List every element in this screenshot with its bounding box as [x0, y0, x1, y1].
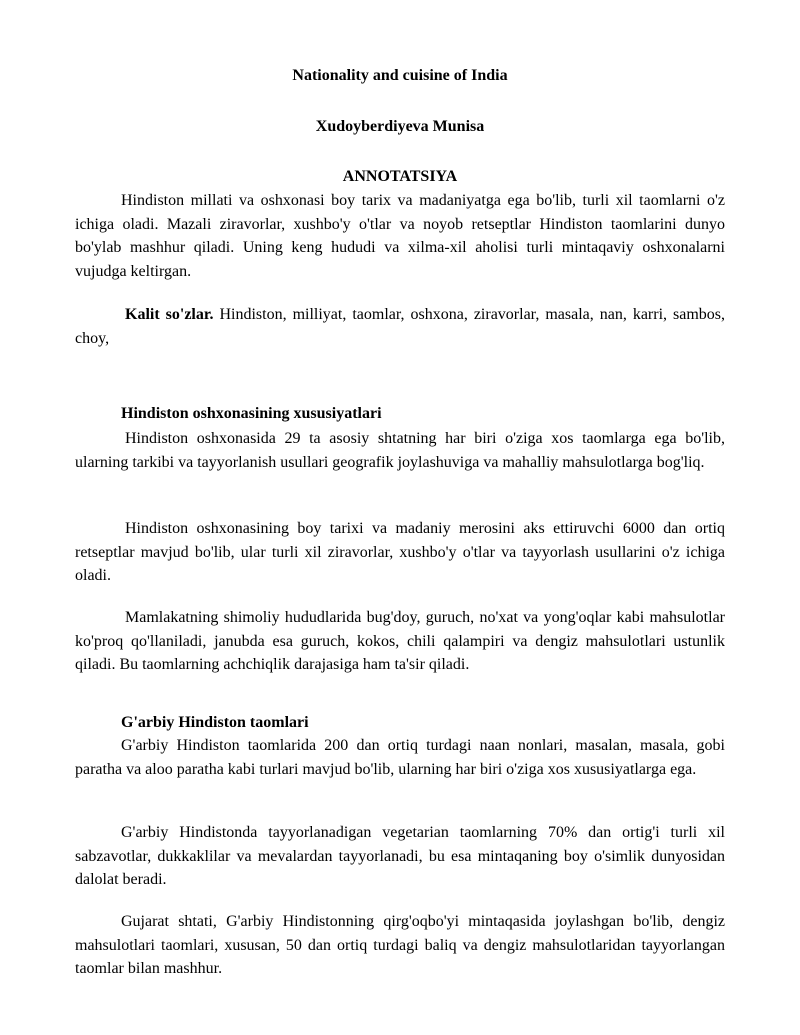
- section-paragraph: Hindiston oshxonasining boy tarixi va madaniy merosini aks ettiruvchi 6000 dan ortiq retseptlar mavjud bo'lib, ular turli xil ziravorlar, xushbo'y o'tlar va tayyorlash usullarini o'z ichiga oladi.: [75, 520, 725, 584]
- keywords-label: Kalit so'zlar.: [125, 306, 214, 323]
- section-paragraph: G'arbiy Hindistonda tayyorlanadigan vegetarian taomlarning 70% dan ortig'i turli xil sabzavotlar, dukkaklilar va mevalardan tayyorlanadi, bu esa mintaqaning boy o'simlik dunyosidan dalolat beradi.: [75, 824, 725, 888]
- section-heading: Hindiston oshxonasining xususiyatlari: [121, 405, 382, 422]
- keywords-text: Hindiston, milliyat, taomlar, oshxona, ziravorlar, masala, nan, karri, sambos, choy,: [75, 306, 725, 347]
- section-heading: G'arbiy Hindiston taomlari: [121, 714, 309, 731]
- section-paragraph: G'arbiy Hindiston taomlarida 200 dan ortiq turdagi naan nonlari, masalan, masala, gobi paratha va aloo paratha kabi turlari mavjud bo'lib, ularning har biri o'ziga xos xususiyatlarga ega.: [75, 737, 725, 778]
- author-name: Xudoyberdiyeva Munisa: [315, 118, 485, 135]
- document-title: Nationality and cuisine of India: [292, 67, 508, 84]
- keywords-paragraph: [75, 303, 725, 350]
- section-paragraph: Hindiston oshxonasida 29 ta asosiy shtatning har biri o'ziga xos taomlarga ega bo'lib, ularning tarkibi va tayyorlanish usullari geografik joylashuviga va mahalliy mahsulotlarga bog'liq.: [75, 430, 725, 471]
- section-paragraph: Mamlakatning shimoliy hududlarida bug'doy, guruch, no'xat va yong'oqlar kabi mahsulotlar ko'proq qo'llaniladi, janubda esa guruch, kokos, chili qalampiri va dengiz mahsulotlari ustunlik qiladi. Bu taomlarning achchiqlik darajasiga ham ta'sir qiladi.: [75, 609, 725, 673]
- annotation-text: Hindiston millati va oshxonasi boy tarix va madaniyatga ega bo'lib, turli xil taomlarni o'z ichiga oladi. Mazali ziravorlar, xushbo'y o'tlar va noyob retseptlar Hindiston taomlarini dunyo bo'ylab mashhur qiladi. Uning keng hududi va xilma-xil aholisi turli mintaqaviy oshxonalarni vujudga keltirgan.: [75, 192, 725, 280]
- section-paragraph: Gujarat shtati, G'arbiy Hindistonning qirg'oqbo'yi mintaqasida joylashgan bo'lib, dengiz mahsulotlari taomlari, xususan, 50 dan ortiq turdagi baliq va dengiz mahsulotlaridan tayyorlangan taomlar bilan mashhur.: [75, 913, 725, 977]
- annotation-heading: ANNOTATSIYA: [342, 168, 458, 185]
